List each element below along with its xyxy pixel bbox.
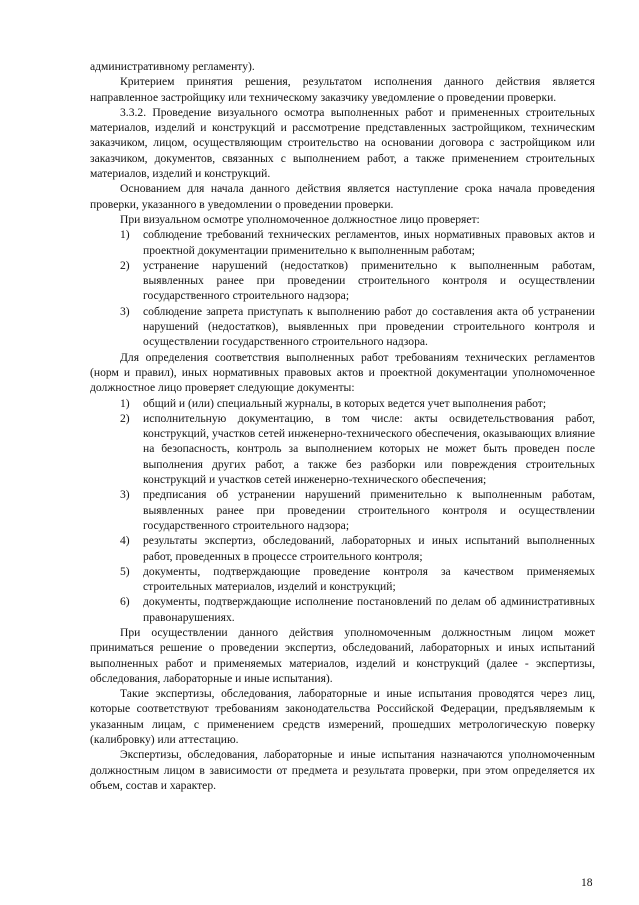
list-item — [90, 227, 595, 258]
list-item-text: результаты экспертиз, обследований, лабораторных и иных испытаний выполненных работ, проведенных в процессе строительного контроля; — [143, 534, 595, 563]
list-item-number: 6) — [120, 595, 130, 609]
list-item — [90, 396, 595, 411]
list-item-number: 1) — [120, 228, 130, 242]
paragraph-expertise-conduct: Такие экспертизы, обследования, лабораторные и иные испытания проводятся через лиц, которые соответствуют требованиям законодательства Российской Федерации, предъявляемым к указанным лицам, с применением средств измерений, прошедших метрологическую поверку (калибровку) или аттестацию. — [90, 687, 595, 747]
list-item-text: соблюдение запрета приступать к выполнению работ до составления акта об устранении нарушений (недостатков), выявленных при проведении строительного контроля и осуществлении государственного строительного надзора. — [143, 304, 595, 349]
list-item-text: предписания об устранении нарушений применительно к выполненным работам, выявленных ранее при проведении строительного контроля и осуществлении государственного строительного надзора; — [143, 488, 595, 532]
list-item-number: 4) — [120, 534, 130, 548]
list-item-text: общий и (или) специальный журналы, в которых ведется учет выполнения работ; — [143, 396, 547, 410]
list-item-number: 2) — [120, 258, 130, 272]
documents-checklist — [90, 396, 595, 625]
list-item-text: исполнительную документацию, в том числе: акты освидетельствования работ, конструкций, участков сетей инженерно-технического обеспечения, оказывающих влияние на безопасность, контроль за выполнением которых не может быть проведен после выполнения других работ, а также без разборки или повреждения строительных конструкций и участков сетей инженерно-технического обеспечения; — [143, 411, 595, 487]
paragraph-continuation: административному регламенту). — [90, 60, 255, 73]
paragraph-section-3-3-2: 3.3.2. Проведение визуального осмотра выполненных работ и примененных строительных материалов, изделий и конструкций и рассмотрение представленных застройщиком, техническим заказчиком, лицом, осуществляющим строительство на основании договора с застройщиком или заказчиком, документов, связанных с выполнением работ, а также применением строительных материалов, изделий и конструкций. — [90, 105, 595, 181]
list-item — [90, 533, 595, 564]
list-item — [90, 594, 595, 625]
document-body — [90, 59, 595, 793]
list-item-text: документы, подтверждающие проведение контроля за качеством применяемых строительных материалов, изделий и конструкций; — [143, 564, 595, 594]
paragraph-visual-inspection-intro: При визуальном осмотре уполномоченное должностное лицо проверяет: — [120, 212, 480, 226]
list-item — [90, 258, 595, 304]
paragraph-basis: Основанием для начала данного действия является наступление срока начала проведения проверки, указанного в уведомлении о проведении проверки. — [90, 182, 595, 211]
paragraph-expertise-decision: При осуществлении данного действия уполномоченным должностным лицом может приниматься решение о проведении экспертиз, обследований, лабораторных и иных испытаний выполненных работ и применяемых материалов, изделий и конструкций (далее - экспертизы, обследования, лабораторные и иные испытания). — [90, 625, 595, 685]
list-item-number: 3) — [120, 488, 130, 502]
paragraph-expertise-assignment: Экспертизы, обследования, лабораторные и иные испытания назначаются уполномоченным должностным лицом в зависимости от предмета и результата проверки, при этом определяется их объем, состав и характер. — [90, 748, 595, 792]
page-number: 18 — [581, 876, 593, 889]
paragraph-decision-criterion: Критерием принятия решения, результатом исполнения данного действия является направленное застройщику или техническому заказчику уведомление о проведении проверки. — [90, 75, 595, 104]
list-item — [90, 411, 595, 487]
list-item — [90, 304, 595, 350]
list-item-text: соблюдение требований технических регламентов, иных нормативных правовых актов и проектной документации применительно к выполненным работам; — [143, 228, 595, 257]
list-item-number: 3) — [120, 304, 130, 318]
list-item-text: документы, подтверждающие исполнение постановлений по делам об административных правонарушениях. — [143, 595, 595, 624]
paragraph-documents-intro: Для определения соответствия выполненных работ требованиям технических регламентов (норм и правил), иных нормативных правовых актов и проектной документации уполномоченное должностное лицо проверяет следующие документы: — [90, 350, 595, 395]
inspection-checklist — [90, 227, 595, 349]
list-item — [90, 564, 595, 595]
list-item — [90, 487, 595, 533]
list-item-number: 5) — [120, 564, 130, 578]
list-item-text: устранение нарушений (недостатков) применительно к выполненным работам, выявленных ранее при проведении строительного контроля и осуществлении государственного строительного надзора; — [143, 258, 595, 303]
list-item-number: 2) — [120, 411, 130, 425]
list-item-number: 1) — [120, 396, 130, 410]
